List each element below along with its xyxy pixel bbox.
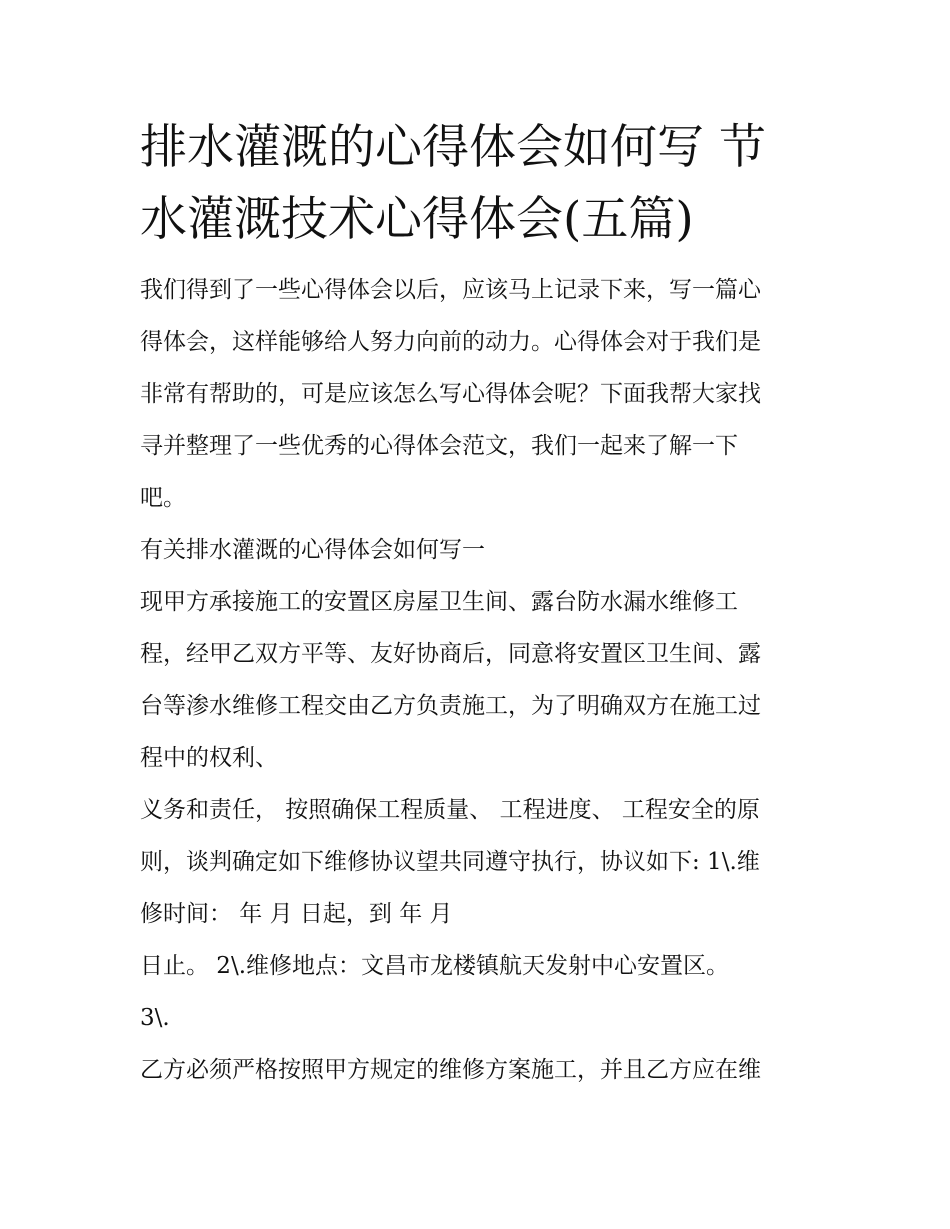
document-page [140, 112, 820, 1096]
paragraph-obligations: 义务和责任， 按照确保工程质量、 工程进度、 工程安全的原 则，谈判确定如下维修协议望共同遵守执行，协议如下: 1\.维 修时间： 年 月 日起，到 年 月 [140, 797, 760, 927]
paragraph-intro: 我们得到了一些心得体会以后，应该马上记录下来，写一篇心 得体会，这样能够给人努力向前的动力。心得体会对于我们是 非常有帮助的，可是应该怎么写心得体会呢？下面我帮大家找 寻并整理了一些优秀的心得体会范文，我们一起来了解一下 吧。 [140, 277, 761, 511]
paragraph-location: 日止。 2\.维修地点：文昌市龙楼镇航天发射中心安置区。 3\. [140, 953, 730, 1031]
document-title: 排水灌溉的心得体会如何写 节 水灌溉技术心得体会(五篇) [140, 120, 766, 247]
section-heading: 有关排水灌溉的心得体会如何写一 [140, 537, 485, 563]
paragraph-requirements: 乙方必须严格按照甲方规定的维修方案施工，并且乙方应在维 [140, 1057, 761, 1083]
paragraph-project: 现甲方承接施工的安置区房屋卫生间、露台防水漏水维修工 程，经甲乙双方平等、友好协商后，同意将安置区卫生间、露 台等渗水维修工程交由乙方负责施工，为了明确双方在施工过 程中的权利、 [140, 589, 761, 771]
